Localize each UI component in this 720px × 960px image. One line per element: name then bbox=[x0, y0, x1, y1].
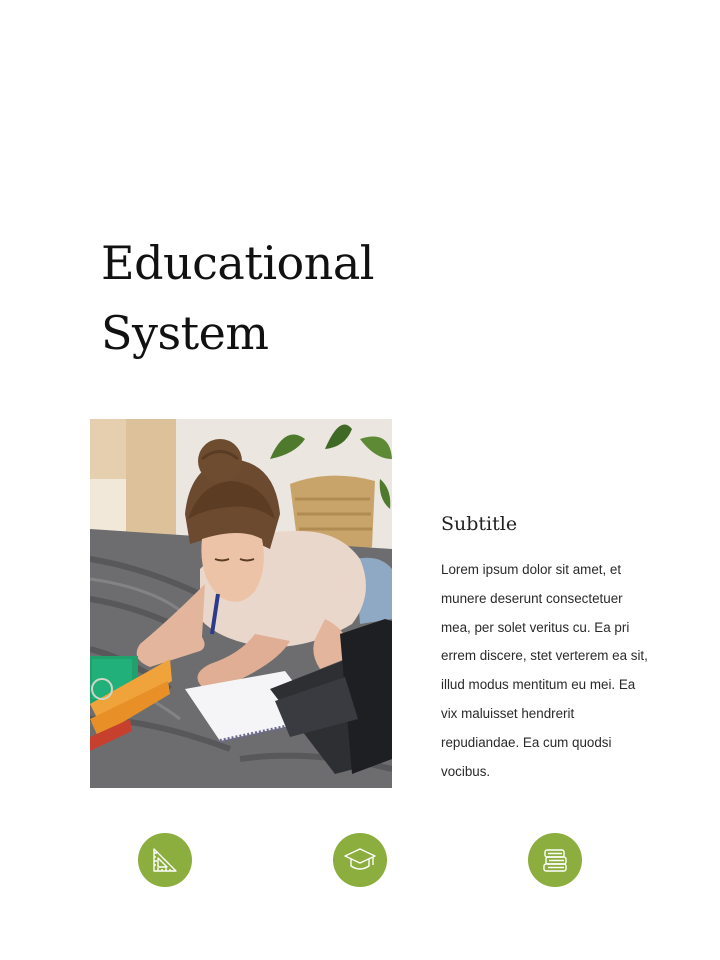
subtitle: Subtitle bbox=[441, 513, 518, 535]
student-photo bbox=[90, 419, 392, 788]
page-title bbox=[101, 228, 481, 368]
title-line-1: Educational bbox=[101, 236, 374, 290]
set-square-ruler-icon bbox=[138, 833, 192, 887]
stack-of-books-icon bbox=[528, 833, 582, 887]
title-line-2: System bbox=[101, 306, 269, 360]
body-paragraph: Lorem ipsum dolor sit amet, et munere deserunt consectetuer mea, per solet veritus cu. Ea pri errem discere, stet verterem ea sit, illud modus mentitum eu mei. Ea vix maluisset hendrerit repudiandae. Ea cum quodsi vocibus. bbox=[441, 562, 648, 779]
graduation-cap-icon bbox=[333, 833, 387, 887]
